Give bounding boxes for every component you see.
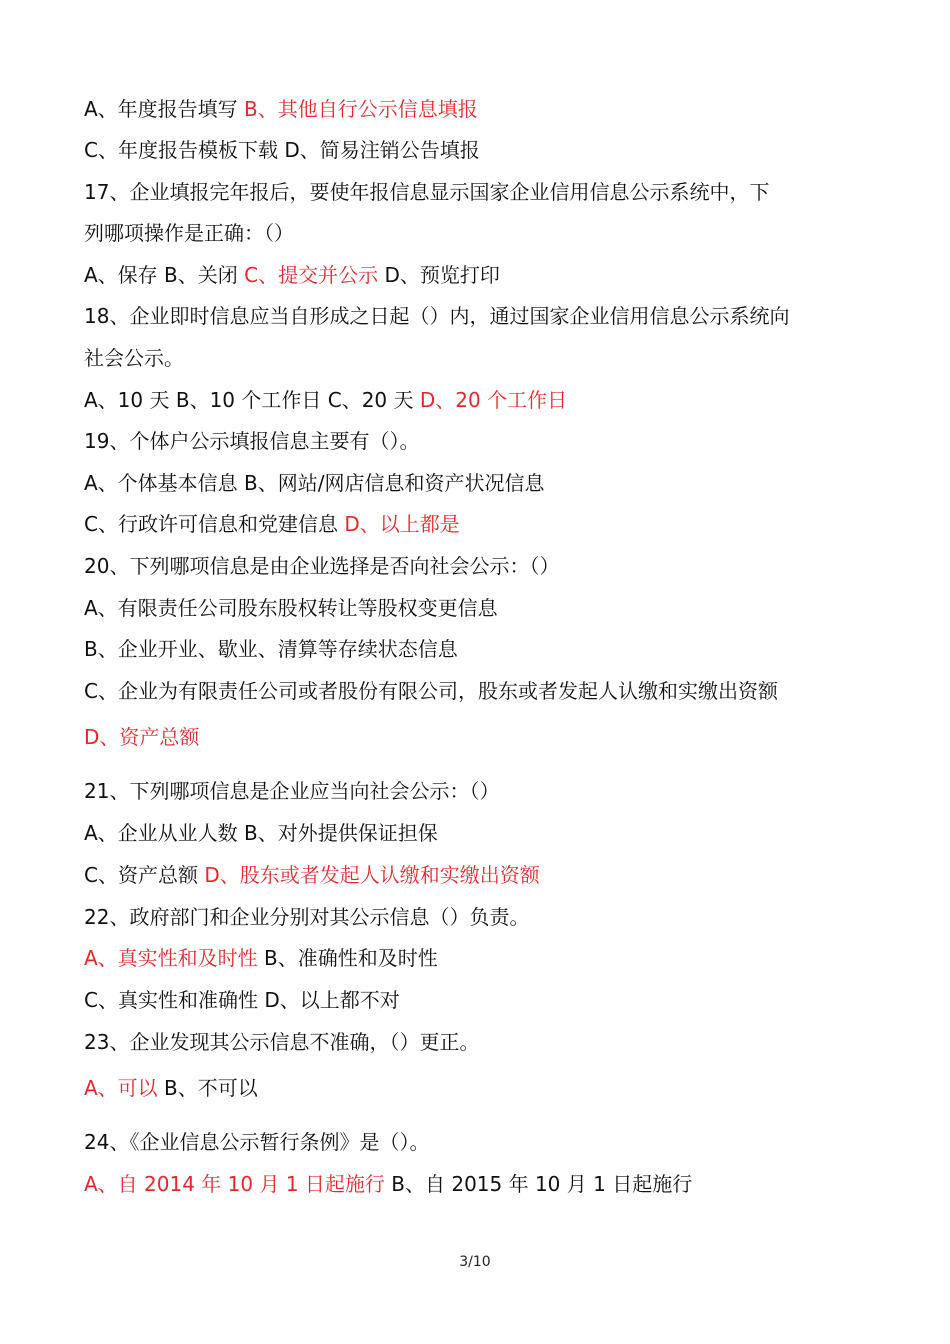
answer-text: A、自 2014 年 10 月 1 日起施行 xyxy=(84,1172,385,1196)
question-text: A、年度报告填写 xyxy=(84,97,245,121)
text-line xyxy=(84,820,884,846)
text-line xyxy=(84,678,884,704)
question-text: C、行政许可信息和党建信息 xyxy=(84,512,345,536)
text-line xyxy=(84,595,884,621)
question-text: 22、政府部门和企业分别对其公示信息（）负责。 xyxy=(84,905,530,929)
question-text: 18、企业即时信息应当自形成之日起（）内，通过国家企业信用信息公示系统向 xyxy=(84,304,790,328)
text-line xyxy=(84,220,884,246)
answer-text: D、20 个工作日 xyxy=(419,388,568,412)
answer-text: A、真实性和及时性 xyxy=(84,946,258,970)
question-text: 列哪项操作是正确：（） xyxy=(84,221,294,245)
text-line xyxy=(84,470,884,496)
question-text: A、10 天 B、10 个工作日 C、20 天 xyxy=(84,388,420,412)
text-line xyxy=(84,96,884,122)
answer-text: B、其他自行公示信息填报 xyxy=(244,97,478,121)
answer-text: D、股东或者发起人认缴和实缴出资额 xyxy=(204,863,540,887)
text-line xyxy=(84,862,884,888)
text-line xyxy=(84,636,884,662)
text-line xyxy=(84,904,884,930)
question-text: 19、个体户公示填报信息主要有（）。 xyxy=(84,429,420,453)
text-line xyxy=(84,137,884,163)
question-text: D、预览打印 xyxy=(378,263,500,287)
text-line xyxy=(84,345,884,371)
question-text: B、自 2015 年 10 月 1 日起施行 xyxy=(384,1172,693,1196)
text-line xyxy=(84,553,884,579)
text-line xyxy=(84,1129,884,1155)
text-line xyxy=(84,303,884,329)
page-number: 3/10 xyxy=(459,1254,491,1270)
question-text: 23、企业发现其公示信息不准确，（）更正。 xyxy=(84,1030,480,1054)
question-text: A、企业从业人数 B、对外提供保证担保 xyxy=(84,821,438,845)
question-text: 20、下列哪项信息是由企业选择是否向社会公示：（） xyxy=(84,554,560,578)
text-line xyxy=(84,778,884,804)
text-line xyxy=(84,1171,884,1197)
question-text: B、不可以 xyxy=(157,1076,258,1100)
question-text: C、真实性和准确性 D、以上都不对 xyxy=(84,988,400,1012)
question-text: 24、《企业信息公示暂行条例》是（）。 xyxy=(84,1130,430,1154)
question-text: A、有限责任公司股东股权转让等股权变更信息 xyxy=(84,596,498,620)
text-line xyxy=(84,262,884,288)
text-line xyxy=(84,511,884,537)
answer-text: D、以上都是 xyxy=(344,512,460,536)
question-text: B、企业开业、歇业、清算等存续状态信息 xyxy=(84,637,458,661)
answer-text: A、可以 xyxy=(84,1076,158,1100)
question-text: B、准确性和及时性 xyxy=(257,946,438,970)
text-line xyxy=(84,1029,884,1055)
question-text: A、保存 B、关闭 xyxy=(84,263,245,287)
question-text: A、个体基本信息 B、网站/网店信息和资产状况信息 xyxy=(84,471,545,495)
answer-text: C、提交并公示 xyxy=(244,263,379,287)
text-line xyxy=(84,179,884,205)
text-line xyxy=(84,724,884,750)
text-line xyxy=(84,945,884,971)
text-line xyxy=(84,1075,884,1101)
question-text: C、年度报告模板下载 D、简易注销公告填报 xyxy=(84,138,480,162)
text-line xyxy=(84,987,884,1013)
question-text: 21、下列哪项信息是企业应当向社会公示：（） xyxy=(84,779,500,803)
question-text: 17、企业填报完年报后，要使年报信息显示国家企业信用信息公示系统中，下 xyxy=(84,180,770,204)
answer-text: D、资产总额 xyxy=(84,725,200,749)
text-line xyxy=(84,428,884,454)
question-text: C、资产总额 xyxy=(84,863,205,887)
text-line xyxy=(84,387,884,413)
question-text: 社会公示。 xyxy=(84,346,184,370)
question-text: C、企业为有限责任公司或者股份有限公司，股东或者发起人认缴和实缴出资额 xyxy=(84,679,778,703)
